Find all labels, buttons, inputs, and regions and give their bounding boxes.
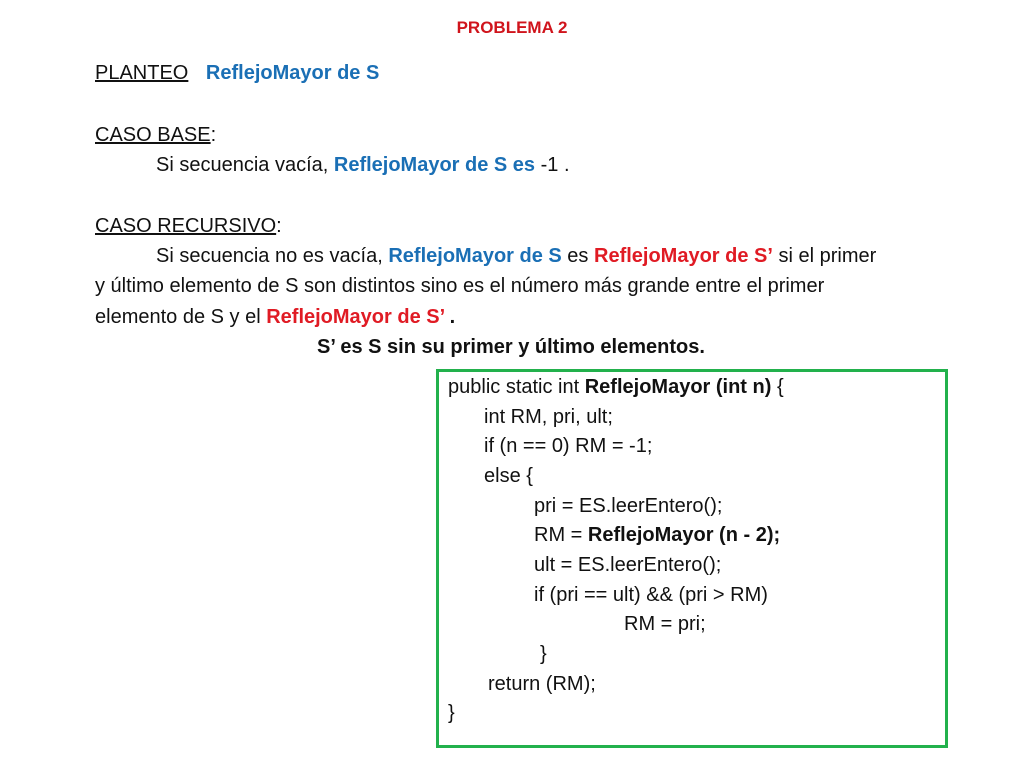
code-line-8: if (pri == ult) && (pri > RM) bbox=[534, 584, 768, 606]
planteo-line bbox=[95, 58, 379, 88]
cr-line1-blue: ReflejoMayor de S bbox=[388, 245, 562, 267]
caso-base-label: CASO BASE bbox=[95, 124, 211, 146]
planteo-text: ReflejoMayor de S bbox=[205, 62, 380, 84]
caso-base-text bbox=[156, 150, 570, 180]
page-title: PROBLEMA 2 bbox=[456, 18, 568, 37]
cr-line1-red: ReflejoMayor de S’ bbox=[594, 245, 773, 267]
planteo-label: PLANTEO bbox=[95, 62, 189, 84]
caso-base-highlight: ReflejoMayor de S es bbox=[333, 154, 536, 176]
code-l1-pre: public static int bbox=[448, 376, 585, 398]
code-line-1 bbox=[448, 373, 784, 403]
code-line-12: } bbox=[448, 702, 455, 724]
caso-recursivo-line2: y último elemento de S son distintos sino es el número más grande entre el primer bbox=[95, 275, 825, 297]
code-line-4: else { bbox=[484, 465, 533, 487]
code-line-11: return (RM); bbox=[488, 673, 596, 695]
caso-recursivo-heading bbox=[95, 211, 282, 241]
caso-recursivo-label: CASO RECURSIVO bbox=[95, 215, 277, 237]
caso-recursivo-line1 bbox=[156, 241, 876, 271]
caso-base-post: -1 . bbox=[535, 154, 570, 176]
caso-recursivo-colon: : bbox=[276, 215, 282, 237]
caso-recursivo-line4: S’ es S sin su primer y último elementos. bbox=[317, 336, 705, 358]
code-line-10: } bbox=[540, 643, 547, 665]
code-l6-pre: RM = bbox=[534, 524, 588, 546]
code-l1-bold: ReflejoMayor (int n) bbox=[584, 376, 772, 398]
cr-line3-red: ReflejoMayor de S’ bbox=[266, 306, 445, 328]
cr-line1-mid: es bbox=[561, 245, 594, 267]
code-line-3: if (n == 0) RM = -1; bbox=[484, 435, 653, 457]
cr-line3-post: . bbox=[444, 306, 456, 328]
caso-base-pre: Si secuencia vacía, bbox=[156, 154, 334, 176]
code-line-2: int RM, pri, ult; bbox=[484, 406, 613, 428]
caso-base-colon: : bbox=[210, 124, 217, 146]
cr-line1-pre: Si secuencia no es vacía, bbox=[156, 245, 389, 267]
caso-base-heading bbox=[95, 120, 216, 150]
cr-line1-post: si el primer bbox=[772, 245, 877, 267]
code-l1-post: { bbox=[771, 376, 784, 398]
code-line-7: ult = ES.leerEntero(); bbox=[534, 554, 722, 576]
code-line-9: RM = pri; bbox=[624, 613, 706, 635]
code-l6-bold: ReflejoMayor (n - 2); bbox=[587, 524, 781, 546]
caso-recursivo-line3 bbox=[95, 302, 455, 332]
code-line-6 bbox=[534, 521, 780, 551]
code-line-5: pri = ES.leerEntero(); bbox=[534, 495, 723, 517]
cr-line3-pre: elemento de S y el bbox=[95, 306, 267, 328]
